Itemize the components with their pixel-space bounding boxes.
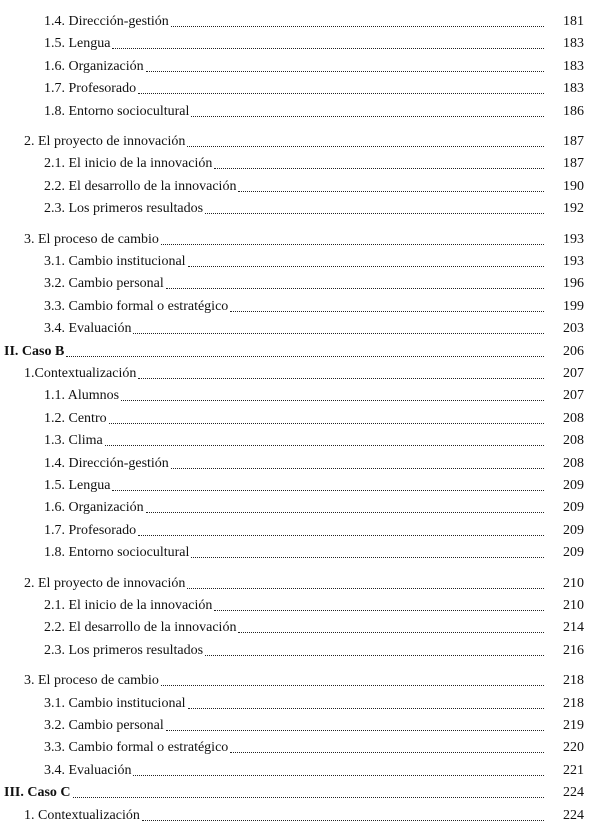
toc-entry-page: 214 [563,620,584,635]
dot-leader [188,708,544,709]
toc-entry-page: 220 [563,740,584,755]
toc-entry-page: 183 [563,36,584,51]
toc-entry [44,734,584,756]
dot-leader [166,288,544,289]
toc-entry-page: 203 [563,321,584,336]
toc-entry [44,8,584,30]
toc-entry [44,173,584,195]
toc-entry-page: 181 [563,14,584,29]
dot-leader [138,535,544,536]
toc-entry-page: 219 [563,718,584,733]
toc-entry-label: 1. Contextualización [24,808,140,823]
dot-leader [133,333,544,334]
toc-entry-page: 224 [563,785,584,800]
toc-entry [44,539,584,561]
dot-leader [205,655,544,656]
toc-entry-label: 3. El proceso de cambio [24,232,159,247]
toc-entry-page: 183 [563,59,584,74]
toc-entry-page: 193 [563,254,584,269]
toc-entry-label: 1.3. Clima [44,433,103,448]
toc-entry-label: 2.1. El inicio de la innovación [44,156,213,171]
dot-leader [138,93,544,94]
toc-entry-label: III. Caso C [4,785,71,800]
toc-entry [44,494,584,516]
toc-entry-page: 192 [563,201,584,216]
toc-entry-label: 1.5. Lengua [44,478,111,493]
toc-entry-label: 2.2. El desarrollo de la innovación [44,179,237,194]
dot-leader [230,752,544,753]
toc-entry-page: 210 [563,576,584,591]
dot-leader [73,797,544,798]
toc-entry-label: 1.5. Lengua [44,36,111,51]
dot-leader [238,191,544,192]
dot-leader [142,820,544,821]
toc-entry-label: 3.2. Cambio personal [44,276,164,291]
toc-entry-page: 209 [563,478,584,493]
toc-entry-page: 207 [563,388,584,403]
toc-entry-label: 2. El proyecto de innovación [24,134,186,149]
toc-entry-label: 1.7. Profesorado [44,523,137,538]
toc-entry-page: 190 [563,179,584,194]
toc-entry-label: 2.3. Los primeros resultados [44,643,204,658]
toc-entry-label: 1.4. Dirección-gestión [44,456,169,471]
dot-leader [187,146,544,147]
dot-leader [133,775,544,776]
toc-entry-page: 183 [563,81,584,96]
toc-entry [44,517,584,539]
dot-leader [161,244,544,245]
dot-leader [66,356,544,357]
toc-entry-label: 1.6. Organización [44,500,144,515]
toc-entry-label: 3.4. Evaluación [44,763,132,778]
toc-entry [44,427,584,449]
toc-entry-label: 1.4. Dirección-gestión [44,14,169,29]
toc-entry-label: 1.2. Centro [44,411,107,426]
dot-leader [112,490,544,491]
dot-leader [230,311,544,312]
toc-entry-page: 208 [563,456,584,471]
toc-entry-page: 209 [563,500,584,515]
toc-entry [44,614,584,636]
toc-entry-label: II. Caso B [4,344,65,359]
toc-entry [44,30,584,52]
toc-entry-label: 3.4. Evaluación [44,321,132,336]
toc-entry-page: 196 [563,276,584,291]
toc-entry-page: 206 [563,344,584,359]
toc-entry [44,270,584,292]
toc-entry [44,450,584,472]
toc-entry-page: 187 [563,134,584,149]
toc-entry [44,195,584,217]
toc-entry-page: 209 [563,523,584,538]
toc-entry [4,338,584,360]
dot-leader [146,512,544,513]
dot-leader [161,685,544,686]
toc-entry-label: 3.1. Cambio institucional [44,696,186,711]
toc-entry-label: 1.6. Organización [44,59,144,74]
toc-entry [44,382,584,404]
dot-leader [109,423,544,424]
toc-entry [24,360,584,382]
dot-leader [146,71,544,72]
dot-leader [138,378,544,379]
toc-entry-page: 193 [563,232,584,247]
toc-entry-label: 3.1. Cambio institucional [44,254,186,269]
toc-entry [44,293,584,315]
toc-entry [24,226,584,248]
dot-leader [166,730,544,731]
toc-entry [44,757,584,779]
toc-entry [44,637,584,659]
toc-entry [44,98,584,120]
toc-entry [4,779,584,801]
toc-entry [44,405,584,427]
toc-entry-page: 216 [563,643,584,658]
dot-leader [214,168,544,169]
toc-entry-label: 2. El proyecto de innovación [24,576,186,591]
toc-entry-page: 186 [563,104,584,119]
dot-leader [214,610,544,611]
toc-entry-page: 221 [563,763,584,778]
toc-entry-page: 218 [563,673,584,688]
dot-leader [121,400,544,401]
toc-entry-label: 1.1. Alumnos [44,388,120,403]
toc-entry-page: 209 [563,545,584,560]
toc-entry [44,248,584,270]
toc-entry-label: 2.1. El inicio de la innovación [44,598,213,613]
dot-leader [187,588,544,589]
toc-entry [44,712,584,734]
toc-entry [44,472,584,494]
dot-leader [188,266,544,267]
toc-entry-page: 199 [563,299,584,314]
toc-entry-page: 210 [563,598,584,613]
dot-leader [205,213,544,214]
toc-entry [44,315,584,337]
toc-entry-page: 224 [563,808,584,823]
toc-entry-page: 187 [563,156,584,171]
toc-entry [44,592,584,614]
toc-entry-label: 3.3. Cambio formal o estratégico [44,740,229,755]
toc-entry-page: 218 [563,696,584,711]
toc-entry [24,570,584,592]
toc-entry-label: 3.3. Cambio formal o estratégico [44,299,229,314]
toc-entry-label: 3. El proceso de cambio [24,673,159,688]
toc-entry-page: 208 [563,411,584,426]
toc-entry [24,667,584,689]
toc-entry [44,75,584,97]
toc-entry-label: 1.8. Entorno sociocultural [44,545,190,560]
toc-entry [44,150,584,172]
dot-leader [171,26,544,27]
dot-leader [238,632,544,633]
toc-entry [24,802,584,824]
toc-entry-label: 1.8. Entorno sociocultural [44,104,190,119]
toc-entry-page: 208 [563,433,584,448]
dot-leader [112,48,544,49]
toc-entry-label: 1.Contextualización [24,366,137,381]
toc-entry-label: 1.7. Profesorado [44,81,137,96]
dot-leader [171,468,544,469]
dot-leader [191,557,544,558]
toc-entry-label: 3.2. Cambio personal [44,718,164,733]
toc-entry [44,53,584,75]
toc-entry [44,690,584,712]
dot-leader [105,445,544,446]
toc-entry-label: 2.3. Los primeros resultados [44,201,204,216]
toc-entry-label: 2.2. El desarrollo de la innovación [44,620,237,635]
dot-leader [191,116,544,117]
toc-entry-page: 207 [563,366,584,381]
toc-entry [24,128,584,150]
